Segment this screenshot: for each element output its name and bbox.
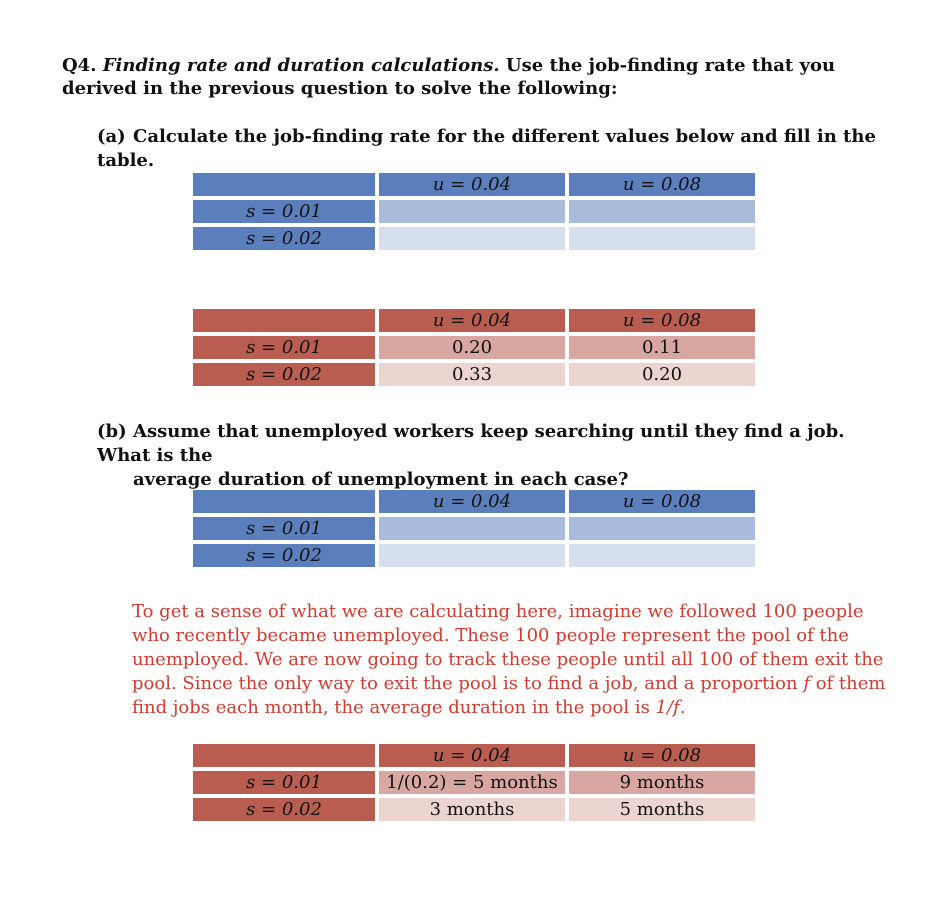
answer-cell: 9 months: [569, 771, 755, 794]
answer-cell[interactable]: [569, 227, 755, 250]
col-header-u2: u = 0.08: [569, 490, 755, 513]
answer-cell[interactable]: [379, 200, 565, 223]
col-header-u2: u = 0.08: [569, 173, 755, 196]
part-b-text-line2: average duration of unemployment in each case?: [133, 469, 629, 490]
answer-cell[interactable]: [569, 544, 755, 567]
answer-cell[interactable]: [379, 517, 565, 540]
question-text: Use the job-finding rate that you derived in the previous question to solve the following:: [62, 55, 836, 99]
question-heading: [62, 54, 902, 100]
table-b-blank: [189, 486, 759, 571]
answer-cell[interactable]: [379, 227, 565, 250]
row-header-s1: s = 0.01: [193, 200, 375, 223]
answer-cell: 0.33: [379, 363, 565, 386]
header-corner: [193, 309, 375, 332]
table-a-blank: [189, 169, 759, 254]
answer-cell[interactable]: [379, 544, 565, 567]
col-header-u1: u = 0.04: [379, 490, 565, 513]
note-part3: .: [679, 697, 686, 718]
row-header-s1: s = 0.01: [193, 517, 375, 540]
col-header-u2: u = 0.08: [569, 309, 755, 332]
answer-cell: 3 months: [379, 798, 565, 821]
row-header-s2: s = 0.02: [193, 363, 375, 386]
answer-cell: 0.20: [379, 336, 565, 359]
row-header-s2: s = 0.02: [193, 798, 375, 821]
table-a-answers: [189, 305, 759, 390]
row-header-s2: s = 0.02: [193, 544, 375, 567]
answer-cell[interactable]: [569, 200, 755, 223]
header-corner: [193, 744, 375, 767]
row-header-s1: s = 0.01: [193, 771, 375, 794]
answer-cell: 0.20: [569, 363, 755, 386]
note-part2: of them find jobs each month, the average duration in the pool is: [132, 673, 886, 718]
answer-cell: 1/(0.2) = 5 months: [379, 771, 565, 794]
part-a-text: Calculate the job-finding rate for the different values below and fill in the table.: [97, 126, 876, 171]
col-header-u2: u = 0.08: [569, 744, 755, 767]
row-header-s1: s = 0.01: [193, 336, 375, 359]
answer-cell: 5 months: [569, 798, 755, 821]
question-number: Q4.: [62, 55, 97, 76]
part-b-label: (b): [97, 421, 127, 442]
col-header-u1: u = 0.04: [379, 173, 565, 196]
note-part1: To get a sense of what we are calculating here, imagine we followed 100 people who recently became unemployed. These 100 people represent the pool of the unemployed. We are now going to track these people until all 100 of them exit the pool. Since the only way to exit the pool is to find a job, and a proportion: [132, 601, 884, 694]
header-corner: [193, 490, 375, 513]
row-header-s2: s = 0.02: [193, 227, 375, 250]
part-a-label: (a): [97, 126, 126, 147]
col-header-u1: u = 0.04: [379, 744, 565, 767]
col-header-u1: u = 0.04: [379, 309, 565, 332]
answer-cell[interactable]: [569, 517, 755, 540]
part-a-prompt: [97, 125, 897, 173]
explanation-note: [132, 600, 902, 720]
part-b-text-line1: Assume that unemployed workers keep searching until they find a job. What is the: [97, 421, 845, 466]
note-formula: 1/f: [655, 697, 680, 718]
header-corner: [193, 173, 375, 196]
table-b-answers: [189, 740, 759, 825]
note-var-f: f: [803, 673, 810, 694]
part-b-prompt: [97, 420, 897, 492]
question-title: Finding rate and duration calculations.: [102, 55, 500, 76]
answer-cell: 0.11: [569, 336, 755, 359]
